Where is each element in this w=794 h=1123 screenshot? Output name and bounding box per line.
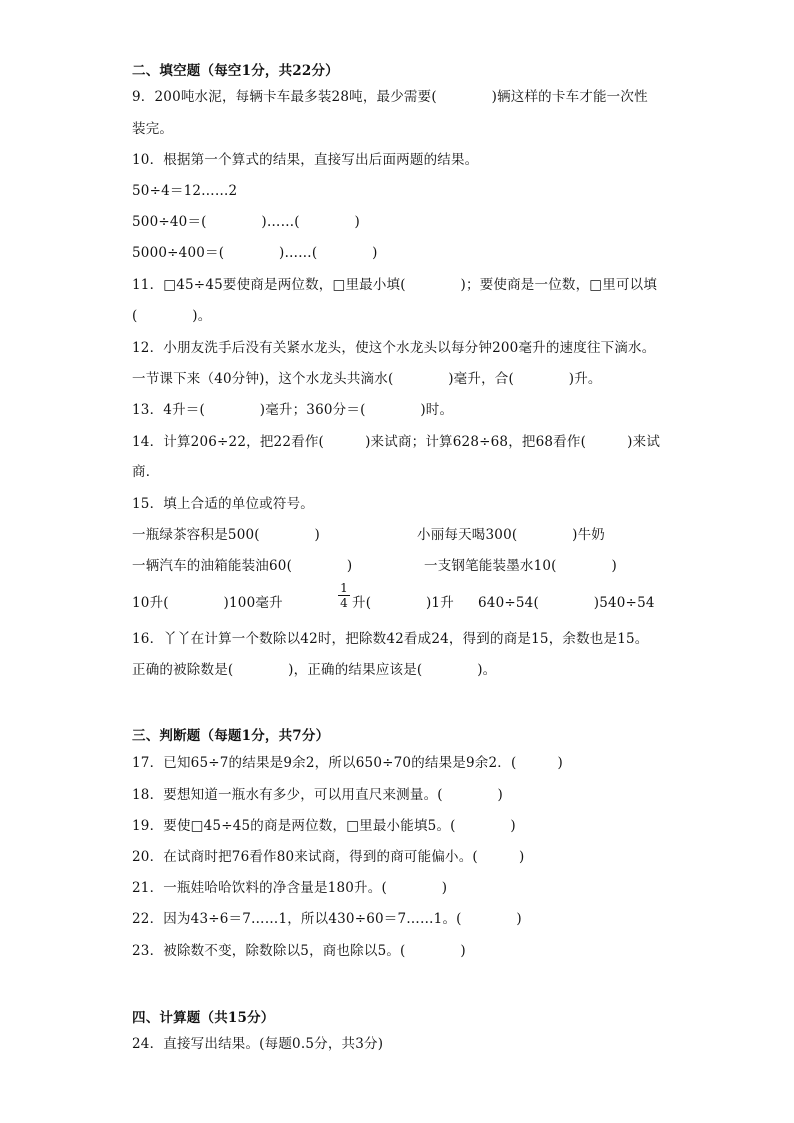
question-15-item-a: 一瓶绿茶容积是500( ) bbox=[132, 527, 321, 543]
question-21: 21．一瓶娃哈哈饮料的净含量是180升。( ) bbox=[132, 880, 448, 896]
section-3-heading: 三、判断题（每题1分，共7分） bbox=[132, 728, 330, 744]
question-10-line-3: 500÷40＝( )……( ) bbox=[132, 214, 361, 230]
question-15-item-g: 640÷54( )540÷54 bbox=[478, 595, 655, 611]
question-15-line-1: 15．填上合适的单位或符号。 bbox=[132, 496, 314, 512]
question-15-item-d: 一支钢笔能装墨水10( ) bbox=[424, 558, 617, 574]
question-11-line-2: ( )。 bbox=[132, 308, 212, 324]
question-10-line-4: 5000÷400＝( )……( ) bbox=[132, 245, 378, 261]
fraction-denominator: 4 bbox=[340, 596, 348, 610]
question-14-line-2: 商． bbox=[132, 464, 160, 480]
question-11-line-1: 11．□45÷45要使商是两位数，□里最小填( )；要使商是一位数，□里可以填 bbox=[132, 277, 658, 293]
question-13: 13．4升＝( )毫升；360分＝( )时。 bbox=[132, 402, 454, 418]
question-22: 22．因为43÷6＝7……1，所以430÷60＝7……1。( ) bbox=[132, 911, 522, 927]
question-14-line-1: 14．计算206÷22，把22看作( )来试商；计算628÷68，把68看作( )来试 bbox=[132, 434, 661, 450]
question-9-line-1: 9．200吨水泥，每辆卡车最多装28吨，最少需要( )辆这样的卡车才能一次性 bbox=[132, 89, 648, 105]
question-15-item-e: 10升( )100毫升 bbox=[132, 595, 283, 611]
question-15-item-f: 升( )1升 bbox=[352, 595, 454, 611]
question-15-item-b: 小丽每天喝300( )牛奶 bbox=[417, 527, 606, 543]
section-2-heading: 二、填空题（每空1分，共22分） bbox=[132, 63, 339, 79]
question-20: 20．在试商时把76看作80来试商，得到的商可能偏小。( ) bbox=[132, 849, 525, 865]
fraction-numerator: 1 bbox=[340, 581, 348, 595]
question-10-line-2: 50÷4＝12……2 bbox=[132, 183, 238, 199]
question-12-line-2: 一节课下来（40分钟)，这个水龙头共滴水( )毫升，合( )升。 bbox=[132, 371, 602, 387]
section-4-heading: 四、计算题（共15分） bbox=[132, 1010, 275, 1026]
question-24: 24．直接写出结果。(每题0.5分，共3分) bbox=[132, 1036, 384, 1052]
question-12-line-1: 12．小朋友洗手后没有关紧水龙头，使这个水龙头以每分钟200毫升的速度往下滴水。 bbox=[132, 340, 656, 356]
question-16-line-2: 正确的被除数是( )，正确的结果应该是( )。 bbox=[132, 662, 497, 678]
question-23: 23．被除数不变，除数除以5，商也除以5。( ) bbox=[132, 943, 466, 959]
question-17: 17．已知65÷7的结果是9余2，所以650÷70的结果是9余2．( ) bbox=[132, 755, 564, 771]
question-9-line-2: 装完。 bbox=[132, 121, 174, 137]
question-15-item-c: 一辆汽车的油箱能装油60( ) bbox=[132, 558, 353, 574]
question-18: 18．要想知道一瓶水有多少，可以用直尺来测量。( ) bbox=[132, 787, 504, 803]
question-19: 19．要使□45÷45的商是两位数，□里最小能填5。( ) bbox=[132, 818, 516, 834]
question-16-line-1: 16．丫丫在计算一个数除以42时，把除数42看成24，得到的商是15，余数也是15。 bbox=[132, 631, 649, 647]
question-10-line-1: 10．根据第一个算式的结果，直接写出后面两题的结果。 bbox=[132, 152, 479, 168]
question-15-fraction bbox=[338, 582, 350, 609]
